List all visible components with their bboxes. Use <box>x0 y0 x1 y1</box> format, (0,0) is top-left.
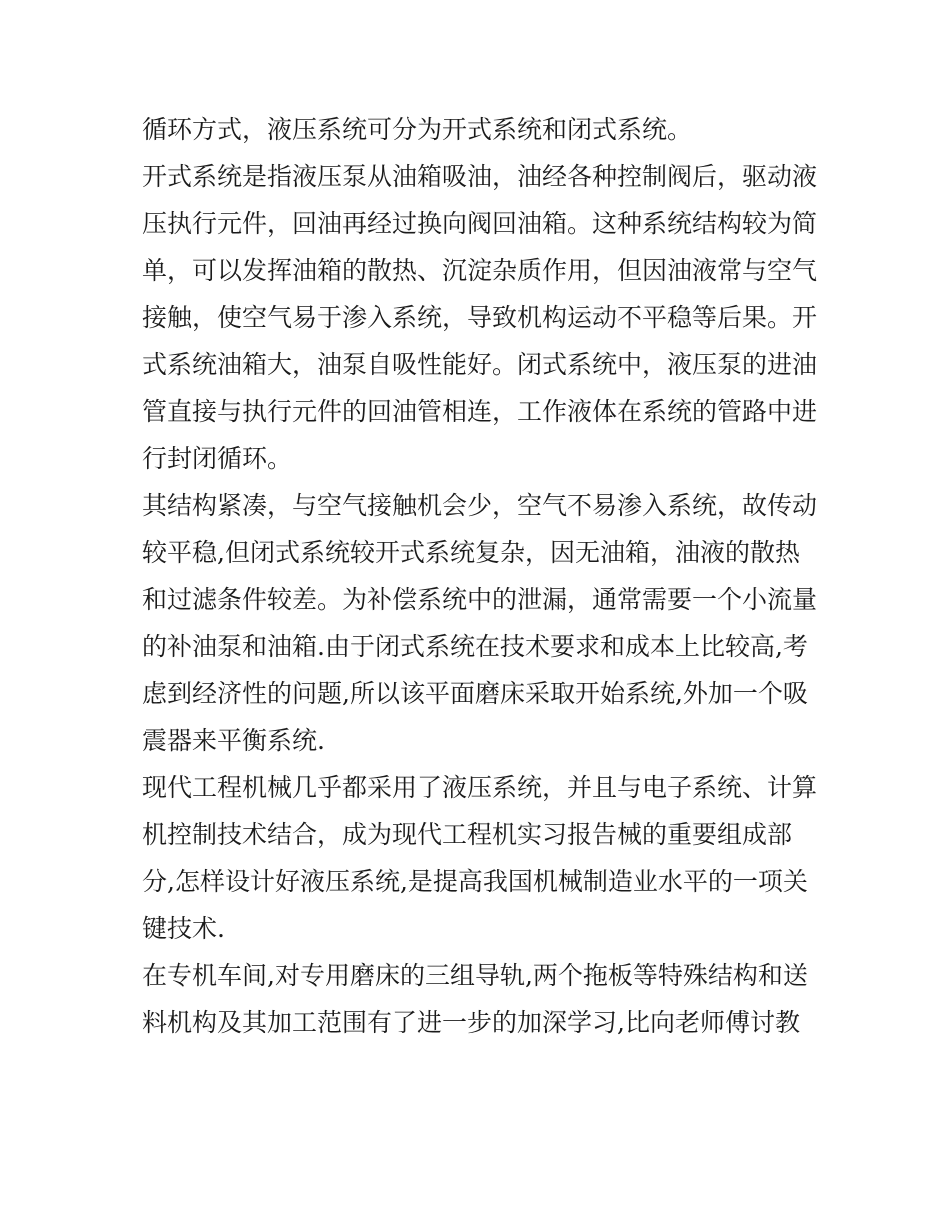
document-body <box>142 106 818 1046</box>
text-line: 现代工程机械几乎都采用了液压系统，并且与电子系统、计算 <box>142 773 818 802</box>
text-line: 较平稳,但闭式系统较开式系统复杂，因无油箱，油液的散热 <box>142 538 800 567</box>
text-line: 接触，使空气易于渗入系统，导致机构运动不平稳等后果。开 <box>142 303 818 332</box>
text-line: 式系统油箱大，油泵自吸性能好。闭式系统中，液压泵的进油 <box>142 350 818 379</box>
text-line: 分,怎样设计好液压系统,是提高我国机械制造业水平的一项关 <box>142 867 808 896</box>
text-line: 压执行元件，回油再经过换向阀回油箱。这种系统结构较为简 <box>142 209 818 238</box>
text-line: 键技术. <box>142 914 225 943</box>
text-line: 虑到经济性的问题,所以该平面磨床采取开始系统,外加一个吸 <box>142 679 808 708</box>
text-line: 机控制技术结合，成为现代工程机实习报告械的重要组成部 <box>142 820 793 849</box>
text-line: 其结构紧凑，与空气接触机会少，空气不易渗入系统，故传动 <box>142 491 818 520</box>
text-line: 震器来平衡系统. <box>142 726 325 755</box>
text-line: 循环方式，液压系统可分为开式系统和闭式系统。 <box>142 115 693 144</box>
text-line: 开式系统是指液压泵从油箱吸油，油经各种控制阀后，驱动液 <box>142 162 818 191</box>
text-line: 行封闭循环。 <box>142 444 293 473</box>
text-line: 在专机车间,对专用磨床的三组导轨,两个拖板等特殊结构和送 <box>142 961 808 990</box>
text-line: 的补油泵和油箱.由于闭式系统在技术要求和成本上比较高,考 <box>142 632 808 661</box>
text-line: 料机构及其加工范围有了进一步的加深学习,比向老师傅讨教 <box>142 1008 800 1037</box>
text-line: 和过滤条件较差。为补偿系统中的泄漏，通常需要一个小流量 <box>142 585 818 614</box>
text-line: 管直接与执行元件的回油管相连，工作液体在系统的管路中进 <box>142 397 818 426</box>
text-line: 单，可以发挥油箱的散热、沉淀杂质作用，但因油液常与空气 <box>142 256 818 285</box>
